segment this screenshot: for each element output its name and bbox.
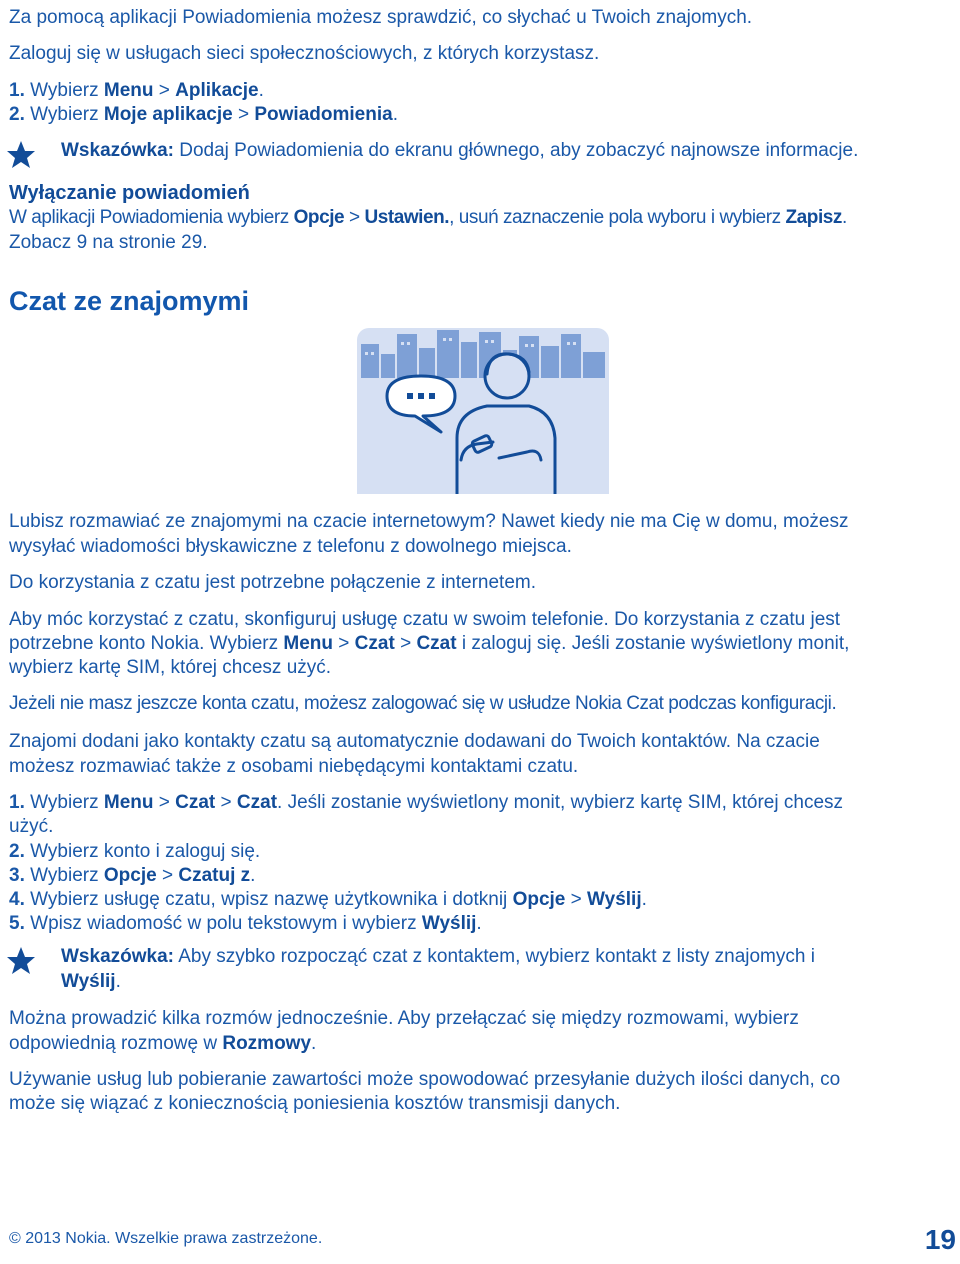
czat-ref: Czat bbox=[175, 792, 216, 813]
intro-paragraph-2: Zaloguj się w usługach sieci społecznościowych, z których korzystasz. bbox=[9, 43, 600, 64]
step-text: Wpisz wiadomość w polu tekstowym i wybierz bbox=[24, 913, 422, 934]
star-icon bbox=[6, 140, 36, 170]
czatuj-ref: Czatuj z bbox=[178, 865, 251, 886]
disable-line-1 bbox=[9, 206, 847, 230]
separator: > bbox=[156, 865, 179, 886]
copyright: © 2013 Nokia. Wszelkie prawa zastrzeżone. bbox=[9, 1230, 323, 1247]
czat-ref: Czat bbox=[236, 792, 278, 813]
wyslij-ref: Wyślij bbox=[61, 971, 116, 992]
chat-paragraph-7a: Używanie usług lub pobieranie zawartości może spowodować przesyłanie dużych ilości danych, co bbox=[9, 1069, 841, 1090]
chat-paragraph-3b bbox=[9, 632, 849, 656]
tip-text: Aby szybko rozpocząć czat z kontaktem, wybierz kontakt z listy znajomych i bbox=[173, 946, 815, 967]
disable-line-2: Zobacz 9 na stronie 29. bbox=[9, 232, 208, 253]
step-end: . bbox=[258, 80, 264, 101]
intro-step-1 bbox=[9, 79, 264, 103]
tip-text: Dodaj Powiadomienia do ekranu głównego, aby zobaczyć najnowsze informacje. bbox=[173, 140, 859, 161]
czat-ref: Czat bbox=[416, 633, 457, 654]
separator: > bbox=[565, 889, 588, 910]
separator: > bbox=[333, 633, 355, 654]
star-icon bbox=[6, 946, 36, 976]
intro-tip bbox=[61, 139, 858, 163]
chat-heading: Czat ze znajomymi bbox=[9, 286, 250, 316]
step-end: . bbox=[476, 913, 482, 934]
opcje-ref: Opcje bbox=[103, 865, 157, 886]
zapisz-ref: Zapisz bbox=[785, 207, 842, 228]
powiadomienia-ref: Powiadomienia bbox=[254, 104, 393, 125]
separator: > bbox=[215, 792, 237, 813]
text: . bbox=[311, 1033, 317, 1054]
step-end: . bbox=[392, 104, 398, 125]
text: i zaloguj się. Jeśli zostanie wyświetlony monit, bbox=[456, 633, 850, 654]
opcje-ref: Opcje bbox=[293, 207, 345, 228]
step-text: Wybierz konto i zaloguj się. bbox=[24, 841, 261, 862]
chat-step-1 bbox=[9, 791, 843, 815]
chat-step-5 bbox=[9, 912, 482, 936]
chat-illustration bbox=[357, 328, 609, 494]
step-number: 2. bbox=[9, 841, 25, 862]
tip-label: Wskazówka: bbox=[61, 946, 174, 967]
menu-ref: Menu bbox=[103, 792, 154, 813]
chat-step-1-cont: użyć. bbox=[9, 816, 54, 837]
page-number: 19 bbox=[924, 1224, 956, 1255]
step-text: . Jeśli zostanie wyświetlony monit, wybierz kartę SIM, której chcesz bbox=[277, 792, 844, 813]
intro-step-2 bbox=[9, 103, 398, 127]
separator: > bbox=[153, 80, 176, 101]
tip-label: Wskazówka: bbox=[61, 140, 174, 161]
separator: > bbox=[153, 792, 176, 813]
step-number: 3. bbox=[9, 865, 25, 886]
chat-paragraph-1b: wysyłać wiadomości błyskawiczne z telefonu z dowolnego miejsca. bbox=[9, 536, 572, 557]
chat-step-2 bbox=[9, 840, 260, 864]
wyslij-ref: Wyślij bbox=[421, 913, 477, 934]
step-number: 1. bbox=[9, 792, 25, 813]
rozmowy-ref: Rozmowy bbox=[222, 1033, 312, 1054]
step-text: Wybierz bbox=[24, 104, 104, 125]
step-number: 1. bbox=[9, 80, 25, 101]
chat-paragraph-5a: Znajomi dodani jako kontakty czatu są automatycznie dodawani do Twoich kontaktów. Na czacie bbox=[9, 731, 820, 752]
chat-paragraph-1a: Lubisz rozmawiać ze znajomymi na czacie internetowym? Nawet kiedy nie ma Cię w domu, możesz bbox=[9, 511, 849, 532]
intro-paragraph-1: Za pomocą aplikacji Powiadomienia możesz sprawdzić, co słychać u Twoich znajomych. bbox=[9, 7, 753, 28]
step-text: Wybierz bbox=[24, 865, 104, 886]
disable-heading: Wyłączanie powiadomień bbox=[9, 182, 250, 204]
czat-ref: Czat bbox=[354, 633, 395, 654]
separator: > bbox=[344, 207, 365, 228]
separator: > bbox=[394, 633, 417, 654]
step-number: 2. bbox=[9, 104, 25, 125]
text: W aplikacji Powiadomienia wybierz bbox=[9, 207, 294, 228]
ustawien-ref: Ustawien. bbox=[364, 207, 450, 228]
step-number: 5. bbox=[9, 913, 25, 934]
step-text: Wybierz bbox=[24, 80, 104, 101]
step-text: Wybierz bbox=[24, 792, 104, 813]
aplikacje-ref: Aplikacje bbox=[175, 80, 259, 101]
chat-paragraph-7b: może się wiązać z koniecznością poniesienia kosztów transmisji danych. bbox=[9, 1093, 621, 1114]
tip-text: . bbox=[115, 971, 121, 992]
menu-ref: Menu bbox=[283, 633, 334, 654]
chat-tip-line-2 bbox=[61, 970, 121, 994]
chat-paragraph-5b: możesz rozmawiać także z osobami niebędącymi kontaktami czatu. bbox=[9, 756, 579, 777]
chat-paragraph-3c: wybierz kartę SIM, której chcesz użyć. bbox=[9, 657, 332, 678]
step-text: Wybierz usługę czatu, wpisz nazwę użytkownika i dotknij bbox=[24, 889, 513, 910]
step-number: 4. bbox=[9, 889, 25, 910]
text: potrzebne konto Nokia. Wybierz bbox=[9, 633, 284, 654]
wyslij-ref: Wyślij bbox=[587, 889, 642, 910]
menu-ref: Menu bbox=[103, 80, 154, 101]
chat-tip-line-1 bbox=[61, 945, 815, 969]
separator: > bbox=[232, 104, 255, 125]
chat-step-4 bbox=[9, 888, 647, 912]
chat-paragraph-4: Jeżeli nie masz jeszcze konta czatu, możesz zalogować się w usłudze Nokia Czat podczas konfiguracji. bbox=[9, 693, 837, 714]
text: . bbox=[841, 207, 847, 228]
text: , usuń zaznaczenie pola wyboru i wybierz bbox=[449, 207, 786, 228]
opcje-ref: Opcje bbox=[512, 889, 566, 910]
chat-paragraph-2: Do korzystania z czatu jest potrzebne połączenie z internetem. bbox=[9, 572, 536, 593]
chat-paragraph-3a: Aby móc korzystać z czatu, skonfiguruj usługę czatu w swoim telefonie. Do korzystania z czatu jest bbox=[9, 609, 841, 630]
chat-paragraph-6a: Można prowadzić kilka rozmów jednocześnie. Aby przełączać się między rozmowami, wybierz bbox=[9, 1008, 799, 1029]
step-end: . bbox=[250, 865, 256, 886]
text: odpowiednią rozmowę w bbox=[9, 1033, 223, 1054]
moje-aplikacje-ref: Moje aplikacje bbox=[103, 104, 233, 125]
chat-paragraph-6b bbox=[9, 1032, 316, 1056]
step-end: . bbox=[641, 889, 647, 910]
chat-step-3 bbox=[9, 864, 255, 888]
